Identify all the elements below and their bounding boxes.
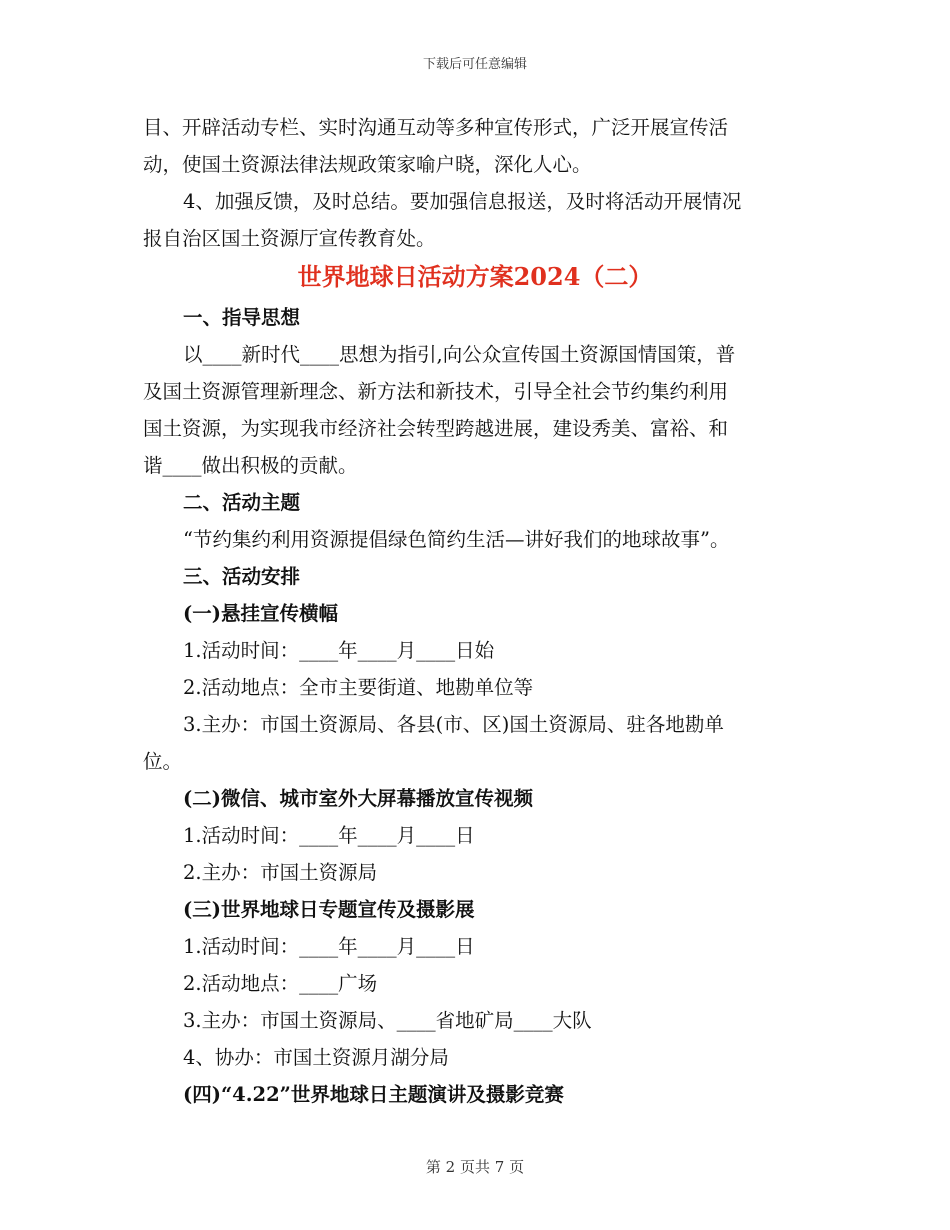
list-item-continuation: 位。 — [143, 750, 183, 773]
list-item: 1.活动时间：____年____月____日 — [183, 824, 475, 847]
paragraph-line: 谐____做出积极的贡献。 — [143, 454, 358, 477]
subheading-speech-contest: (四)“4.22”世界地球日主题演讲及摄影竞赛 — [183, 1083, 564, 1106]
heading-activity-arrangement: 三、活动安排 — [183, 565, 301, 588]
page-header: 下载后可任意编辑 — [422, 57, 527, 72]
subheading-videos: (二)微信、城市室外大屏幕播放宣传视频 — [183, 787, 533, 810]
list-item: 4、协办：市国土资源月湖分局 — [183, 1046, 449, 1069]
list-item: 3.主办：市国土资源局、____省地矿局____大队 — [183, 1009, 592, 1032]
list-item: 2.主办：市国土资源局 — [183, 861, 378, 884]
paragraph-line: “节约集约利用资源提倡绿色简约生活—讲好我们的地球故事”。 — [183, 528, 730, 551]
paragraph-line: 报自治区国土资源厅宣传教育处。 — [143, 227, 436, 250]
paragraph-line: 4、加强反馈，及时总结。要加强信息报送，及时将活动开展情况 — [183, 190, 742, 213]
paragraph-line: 国土资源，为实现我市经济社会转型跨越进展，建设秀美、富裕、和 — [143, 417, 729, 440]
heading-activity-theme: 二、活动主题 — [183, 491, 301, 514]
page-footer: 第 2 页共 7 页 — [425, 1158, 525, 1176]
list-item: 1.活动时间：____年____月____日 — [183, 935, 475, 958]
section-title: 世界地球日活动方案2024（二） — [297, 262, 653, 291]
subheading-banners: (一)悬挂宣传横幅 — [183, 602, 338, 625]
subheading-photo-exhibition: (三)世界地球日专题宣传及摄影展 — [183, 898, 475, 921]
list-item: 2.活动地点：____广场 — [183, 972, 378, 995]
paragraph-line: 及国土资源管理新理念、新方法和新技术，引导全社会节约集约利用 — [143, 380, 729, 403]
paragraph-line: 以____新时代____思想为指引,向公众宣传国土资源国情国策，普 — [183, 343, 736, 366]
list-item: 2.活动地点：全市主要街道、地勘单位等 — [183, 676, 534, 699]
list-item: 1.活动时间：____年____月____日始 — [183, 639, 495, 662]
document-body — [143, 109, 807, 1113]
heading-guiding-ideology: 一、指导思想 — [183, 306, 301, 329]
paragraph-line: 目、开辟活动专栏、实时沟通互动等多种宣传形式，广泛开展宣传活 — [143, 116, 729, 139]
paragraph-line: 动，使国土资源法律法规政策家喻户晓，深化人心。 — [143, 153, 592, 176]
list-item: 3.主办：市国土资源局、各县(市、区)国土资源局、驻各地勘单 — [183, 713, 724, 736]
